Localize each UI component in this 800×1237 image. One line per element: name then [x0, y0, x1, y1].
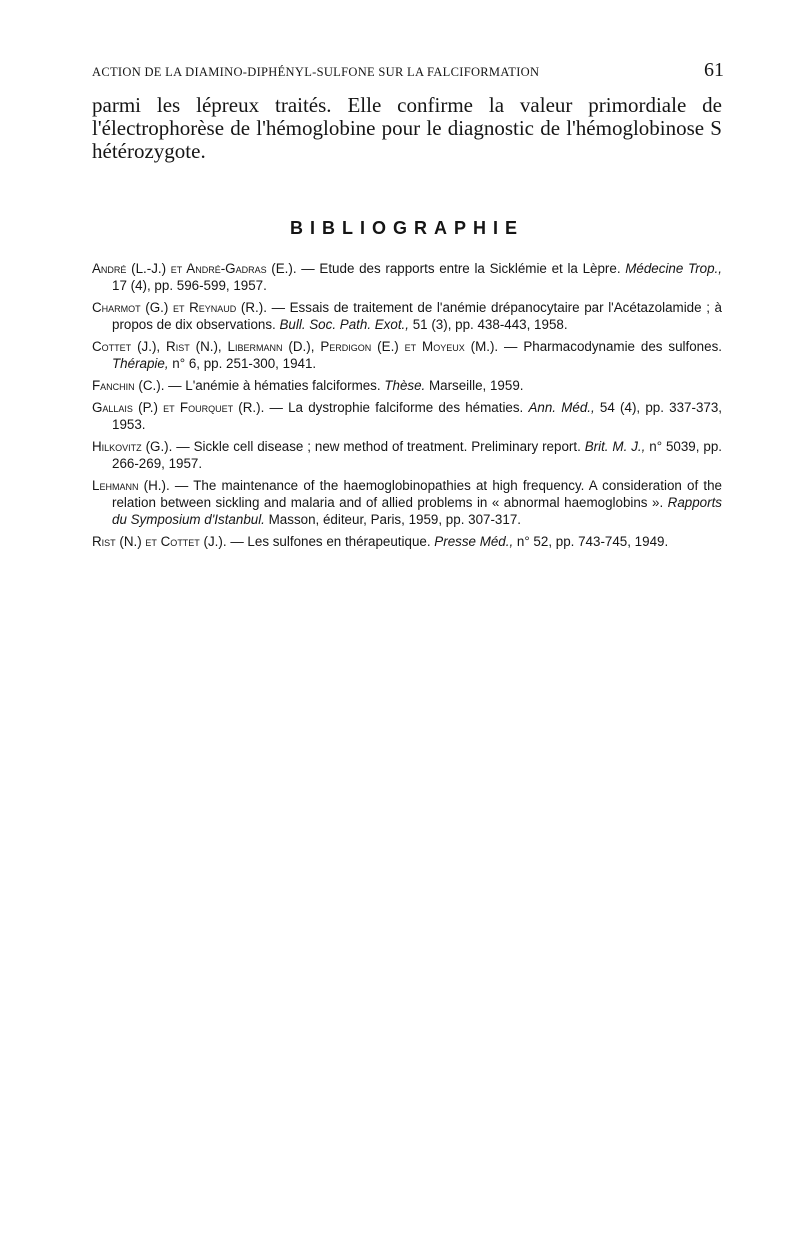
reference-source: Presse Méd., [434, 534, 514, 549]
reference-title: — Etude des rapports entre la Sicklémie et la Lèpre. [296, 261, 626, 276]
reference-authors: Charmot (G.) et Reynaud (R.). [92, 300, 267, 315]
running-title: ACTION DE LA DIAMINO-DIPHÉNYL-SULFONE SUR LA FALCIFORMATION [92, 65, 540, 79]
reference-title: — L'anémie à hématies falciformes. [164, 378, 385, 393]
reference-details: 54 (4), pp. 337-373, 1953. [112, 400, 723, 432]
reference-source: Médecine Trop., [625, 261, 722, 276]
reference-title: — The maintenance of the haemoglobinopathies at high frequency. A consideration of the relation between sickling and malaria and of allied problems in « abnormal haemoglobins ». [112, 478, 722, 510]
reference-item [92, 477, 722, 528]
reference-list [92, 260, 722, 555]
reference-item [92, 399, 722, 433]
reference-details: 51 (3), pp. 438-443, 1958. [409, 317, 568, 332]
reference-details: 17 (4), pp. 596-599, 1957. [112, 278, 267, 293]
reference-source: Brit. M. J., [584, 439, 646, 454]
reference-details: n° 52, pp. 743-745, 1949. [513, 534, 669, 549]
bibliography-heading: BIBLIOGRAPHIE [289, 218, 524, 238]
reference-item [92, 438, 722, 472]
reference-authors: Cottet (J.), Rist (N.), Libermann (D.), Perdigon (E.) et Moyeux (M.). [92, 339, 499, 354]
reference-details: Marseille, 1959. [425, 378, 524, 393]
closing-paragraph: parmi les lépreux traités. Elle confirme la valeur primordiale de l'électrophorèse de l'hémoglobine pour le diagnostic de l'hémoglobinose S hétérozygote. [92, 93, 722, 163]
reference-item [92, 299, 722, 333]
running-header [92, 59, 724, 84]
reference-title: — Sickle cell disease ; new method of treatment. Preliminary report. [172, 439, 585, 454]
reference-details: n° 6, pp. 251-300, 1941. [168, 356, 317, 371]
reference-item [92, 260, 722, 294]
reference-title: — La dystrophie falciforme des hématies. [264, 400, 529, 415]
reference-source: Rapports du Symposium d'Istanbul. [112, 495, 722, 527]
reference-title: — Les sulfones en thérapeutique. [226, 534, 435, 549]
reference-authors: André (L.-J.) et André-Gadras (E.). [92, 261, 297, 276]
reference-authors: Lehmann (H.). [92, 478, 170, 493]
reference-authors: Hilkovitz (G.). [92, 439, 173, 454]
reference-authors: Gallais (P.) et Fourquet (R.). [92, 400, 265, 415]
reference-source: Thérapie, [112, 356, 169, 371]
reference-title: — Essais de traitement de l'anémie drépanocytaire par l'Acétazolamide ; à propos de dix observations. [112, 300, 723, 332]
reference-details: Masson, éditeur, Paris, 1959, pp. 307-317. [264, 512, 521, 527]
reference-title: — Pharmacodynamie des sulfones. [498, 339, 722, 354]
reference-source: Ann. Méd., [528, 400, 595, 415]
reference-authors: Rist (N.) et Cottet (J.). [92, 534, 227, 549]
reference-source: Bull. Soc. Path. Exot., [279, 317, 409, 332]
reference-item [92, 533, 722, 550]
reference-item [92, 338, 722, 372]
page-number: 61 [704, 59, 724, 81]
reference-details: n° 5039, pp. 266-269, 1957. [112, 439, 722, 471]
reference-authors: Fanchin (C.). [92, 378, 165, 393]
reference-item [92, 377, 722, 394]
reference-source: Thèse. [384, 378, 426, 393]
